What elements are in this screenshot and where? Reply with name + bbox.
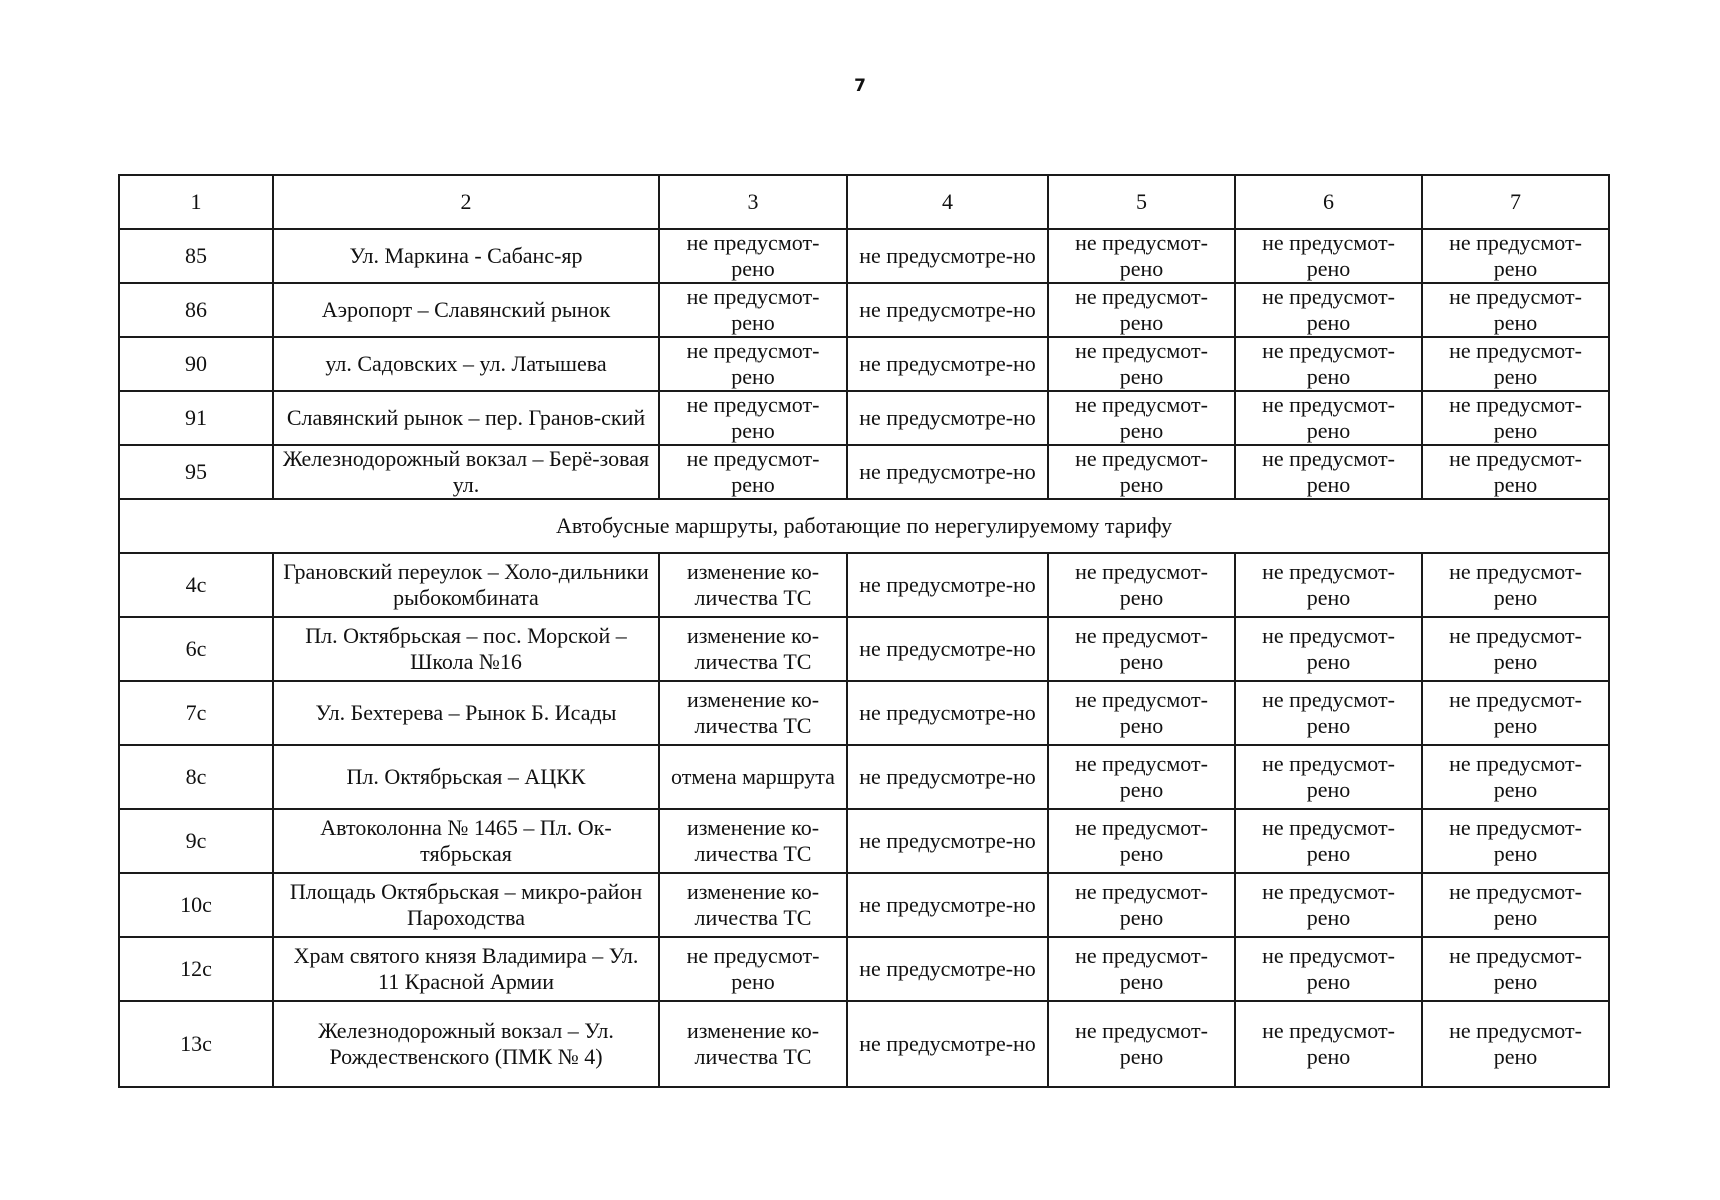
table-cell: не предусмот-рено	[1048, 809, 1235, 873]
table-cell: не предусмот-рено	[659, 337, 847, 391]
table-cell: не предусмот-рено	[1048, 1001, 1235, 1087]
table-row	[119, 873, 1609, 937]
route-name: ул. Садовских – ул. Латышева	[273, 337, 659, 391]
table-cell: не предусмот-рено	[1048, 873, 1235, 937]
table-cell: не предусмот-рено	[659, 937, 847, 1001]
table-cell: не предусмот-рено	[1235, 445, 1422, 499]
route-number: 9с	[119, 809, 273, 873]
table-cell: не предусмот-рено	[1235, 283, 1422, 337]
route-number: 95	[119, 445, 273, 499]
table-cell: не предусмот-рено	[1048, 745, 1235, 809]
route-number: 85	[119, 229, 273, 283]
column-header: 5	[1048, 175, 1235, 229]
route-number: 86	[119, 283, 273, 337]
table-cell: не предусмот-рено	[659, 391, 847, 445]
table-cell: не предусмот-рено	[1048, 229, 1235, 283]
table-row	[119, 445, 1609, 499]
table-cell: не предусмот-рено	[1048, 445, 1235, 499]
table-cell: не предусмот-рено	[1235, 937, 1422, 1001]
table-cell: не предусмот-рено	[1235, 1001, 1422, 1087]
route-number: 13с	[119, 1001, 273, 1087]
table-row	[119, 553, 1609, 617]
table-cell: изменение ко-личества ТС	[659, 1001, 847, 1087]
route-name: Железнодорожный вокзал – Берё-зовая ул.	[273, 445, 659, 499]
table-cell: не предусмот-рено	[1422, 681, 1609, 745]
table-cell: не предусмот-рено	[1235, 617, 1422, 681]
table-cell: не предусмот-рено	[1235, 681, 1422, 745]
table-cell: не предусмот-рено	[1048, 937, 1235, 1001]
table-cell: не предусмотре-но	[847, 681, 1048, 745]
table-cell: изменение ко-личества ТС	[659, 553, 847, 617]
table-cell: не предусмотре-но	[847, 337, 1048, 391]
table-cell: не предусмотре-но	[847, 229, 1048, 283]
table-cell: не предусмотре-но	[847, 745, 1048, 809]
table-cell: не предусмотре-но	[847, 391, 1048, 445]
table-cell: не предусмот-рено	[1235, 391, 1422, 445]
table-cell: не предусмот-рено	[1235, 873, 1422, 937]
table-cell: изменение ко-личества ТС	[659, 873, 847, 937]
table-cell: отмена маршрута	[659, 745, 847, 809]
table-row	[119, 937, 1609, 1001]
route-number: 6с	[119, 617, 273, 681]
route-name: Железнодорожный вокзал – Ул. Рождественского (ПМК № 4)	[273, 1001, 659, 1087]
route-number: 91	[119, 391, 273, 445]
route-number: 90	[119, 337, 273, 391]
table-cell: не предусмот-рено	[1422, 337, 1609, 391]
route-name: Грановский переулок – Холо-дильники рыбокомбината	[273, 553, 659, 617]
route-name: Пл. Октябрьская – АЦКК	[273, 745, 659, 809]
table-cell: не предусмот-рено	[1048, 681, 1235, 745]
section-title: Автобусные маршруты, работающие по нерегулируемому тарифу	[119, 499, 1609, 553]
column-header: 2	[273, 175, 659, 229]
page-number: 7	[854, 76, 866, 96]
table-cell: не предусмот-рено	[1048, 283, 1235, 337]
table-cell: не предусмот-рено	[1422, 617, 1609, 681]
route-name: Автоколонна № 1465 – Пл. Ок-тябрьская	[273, 809, 659, 873]
table-cell: не предусмотре-но	[847, 553, 1048, 617]
route-number: 12с	[119, 937, 273, 1001]
table-cell: не предусмот-рено	[1048, 337, 1235, 391]
table-cell: изменение ко-личества ТС	[659, 681, 847, 745]
table-cell: не предусмот-рено	[1422, 229, 1609, 283]
table-cell: не предусмот-рено	[1235, 553, 1422, 617]
table-cell: не предусмот-рено	[1048, 617, 1235, 681]
route-name: Ул. Бехтерева – Рынок Б. Исады	[273, 681, 659, 745]
table-cell: изменение ко-личества ТС	[659, 617, 847, 681]
table-row	[119, 809, 1609, 873]
routes-table	[118, 174, 1610, 1088]
table-cell: не предусмотре-но	[847, 617, 1048, 681]
table-cell: не предусмот-рено	[1235, 337, 1422, 391]
table-row	[119, 229, 1609, 283]
table-cell: не предусмот-рено	[659, 229, 847, 283]
table-cell: не предусмотре-но	[847, 937, 1048, 1001]
table-cell: не предусмот-рено	[1235, 745, 1422, 809]
table-cell: не предусмотре-но	[847, 1001, 1048, 1087]
table-cell: не предусмот-рено	[1235, 229, 1422, 283]
column-header: 7	[1422, 175, 1609, 229]
header-row	[119, 175, 1609, 229]
table-cell: не предусмот-рено	[1422, 1001, 1609, 1087]
column-header: 6	[1235, 175, 1422, 229]
route-number: 4с	[119, 553, 273, 617]
table-row	[119, 283, 1609, 337]
table-cell: не предусмот-рено	[1048, 553, 1235, 617]
table-cell: изменение ко-личества ТС	[659, 809, 847, 873]
route-name: Славянский рынок – пер. Гранов-ский	[273, 391, 659, 445]
route-name: Ул. Маркина - Сабанс-яр	[273, 229, 659, 283]
column-header: 1	[119, 175, 273, 229]
table-row	[119, 1001, 1609, 1087]
table-cell: не предусмот-рено	[1048, 391, 1235, 445]
route-name: Площадь Октябрьская – микро-район Пароходства	[273, 873, 659, 937]
table-row	[119, 681, 1609, 745]
table-cell: не предусмотре-но	[847, 283, 1048, 337]
table-cell: не предусмот-рено	[1422, 391, 1609, 445]
table-cell: не предусмот-рено	[1422, 745, 1609, 809]
column-header: 4	[847, 175, 1048, 229]
table-cell: не предусмот-рено	[659, 445, 847, 499]
route-name: Аэропорт – Славянский рынок	[273, 283, 659, 337]
table-cell: не предусмот-рено	[1235, 809, 1422, 873]
table-cell: не предусмот-рено	[1422, 873, 1609, 937]
route-name: Пл. Октябрьская – пос. Морской – Школа №16	[273, 617, 659, 681]
table-row	[119, 391, 1609, 445]
column-header: 3	[659, 175, 847, 229]
table-row	[119, 337, 1609, 391]
section-row	[119, 499, 1609, 553]
table-cell: не предусмот-рено	[1422, 283, 1609, 337]
table-cell: не предусмотре-но	[847, 809, 1048, 873]
table-row	[119, 617, 1609, 681]
table-cell: не предусмот-рено	[1422, 809, 1609, 873]
route-number: 10с	[119, 873, 273, 937]
table-cell: не предусмот-рено	[1422, 937, 1609, 1001]
table-row	[119, 745, 1609, 809]
route-number: 7с	[119, 681, 273, 745]
table-cell: не предусмот-рено	[659, 283, 847, 337]
route-number: 8с	[119, 745, 273, 809]
table-cell: не предусмотре-но	[847, 445, 1048, 499]
route-name: Храм святого князя Владимира – Ул. 11 Красной Армии	[273, 937, 659, 1001]
table-cell: не предусмот-рено	[1422, 445, 1609, 499]
table-cell: не предусмот-рено	[1422, 553, 1609, 617]
table-cell: не предусмотре-но	[847, 873, 1048, 937]
